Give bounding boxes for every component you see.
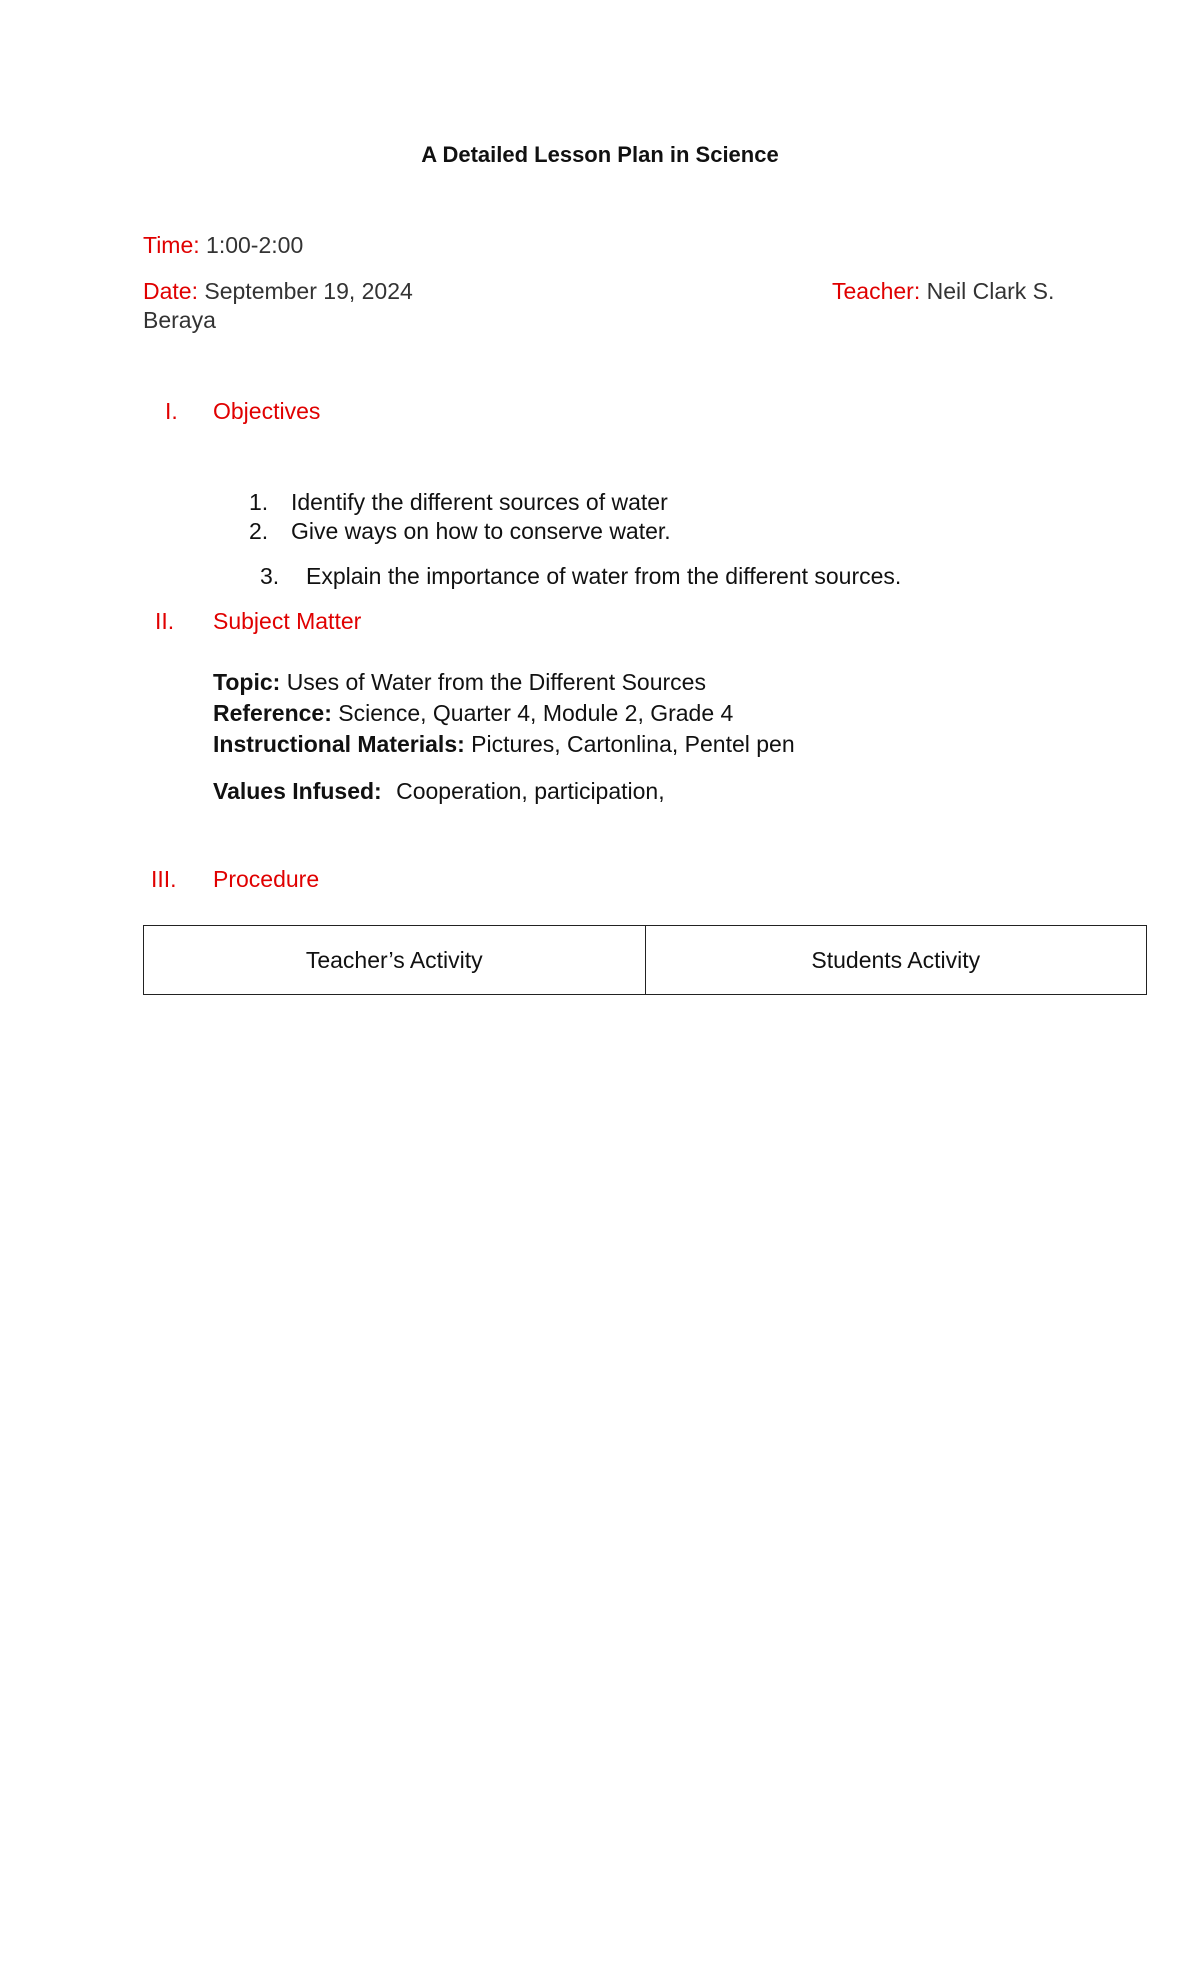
reference-value: Science, Quarter 4, Module 2, Grade 4: [338, 700, 734, 726]
section-1-numeral: I.: [165, 398, 178, 424]
document-title: A Detailed Lesson Plan in Science: [421, 142, 779, 167]
objective-1-number: 1.: [249, 489, 269, 515]
objective-2-text: Give ways on how to conserve water.: [291, 518, 671, 544]
topic-label: Topic:: [213, 669, 281, 695]
reference-label: Reference:: [213, 700, 332, 726]
topic-line: [213, 669, 706, 696]
reference-line: [213, 700, 733, 727]
procedure-table: [143, 925, 1147, 995]
values-line: [213, 778, 665, 805]
materials-label: Instructional Materials:: [213, 731, 465, 757]
section-2-heading: Subject Matter: [213, 608, 362, 634]
section-2-numeral: II.: [155, 608, 175, 634]
values-value: Cooperation, participation,: [396, 778, 665, 804]
students-activity-header: Students Activity: [645, 926, 1147, 994]
time-label: Time:: [143, 232, 200, 258]
values-label: Values Infused:: [213, 778, 382, 804]
section-3-heading: Procedure: [213, 866, 320, 892]
teacher-value-continued: Beraya: [143, 307, 216, 333]
time-line: [143, 232, 303, 259]
time-value: 1:00-2:00: [206, 232, 304, 258]
date-label: Date:: [143, 278, 198, 304]
teacher-line: [832, 278, 1054, 305]
materials-value: Pictures, Cartonlina, Pentel pen: [471, 731, 795, 757]
teacher-label: Teacher:: [832, 278, 921, 304]
objective-3-number: 3.: [260, 563, 280, 589]
materials-line: [213, 731, 795, 758]
objective-1-text: Identify the different sources of water: [291, 489, 668, 515]
objective-2-number: 2.: [249, 518, 269, 544]
objective-3-text: Explain the importance of water from the different sources.: [306, 563, 902, 589]
section-3-numeral: III.: [151, 866, 177, 892]
date-line: [143, 278, 413, 305]
teacher-activity-header: Teacher’s Activity: [305, 946, 483, 973]
topic-value: Uses of Water from the Different Sources: [286, 669, 706, 695]
section-1-heading: Objectives: [213, 398, 321, 424]
teacher-value: Neil Clark S.: [926, 278, 1055, 304]
date-value: September 19, 2024: [204, 278, 413, 304]
